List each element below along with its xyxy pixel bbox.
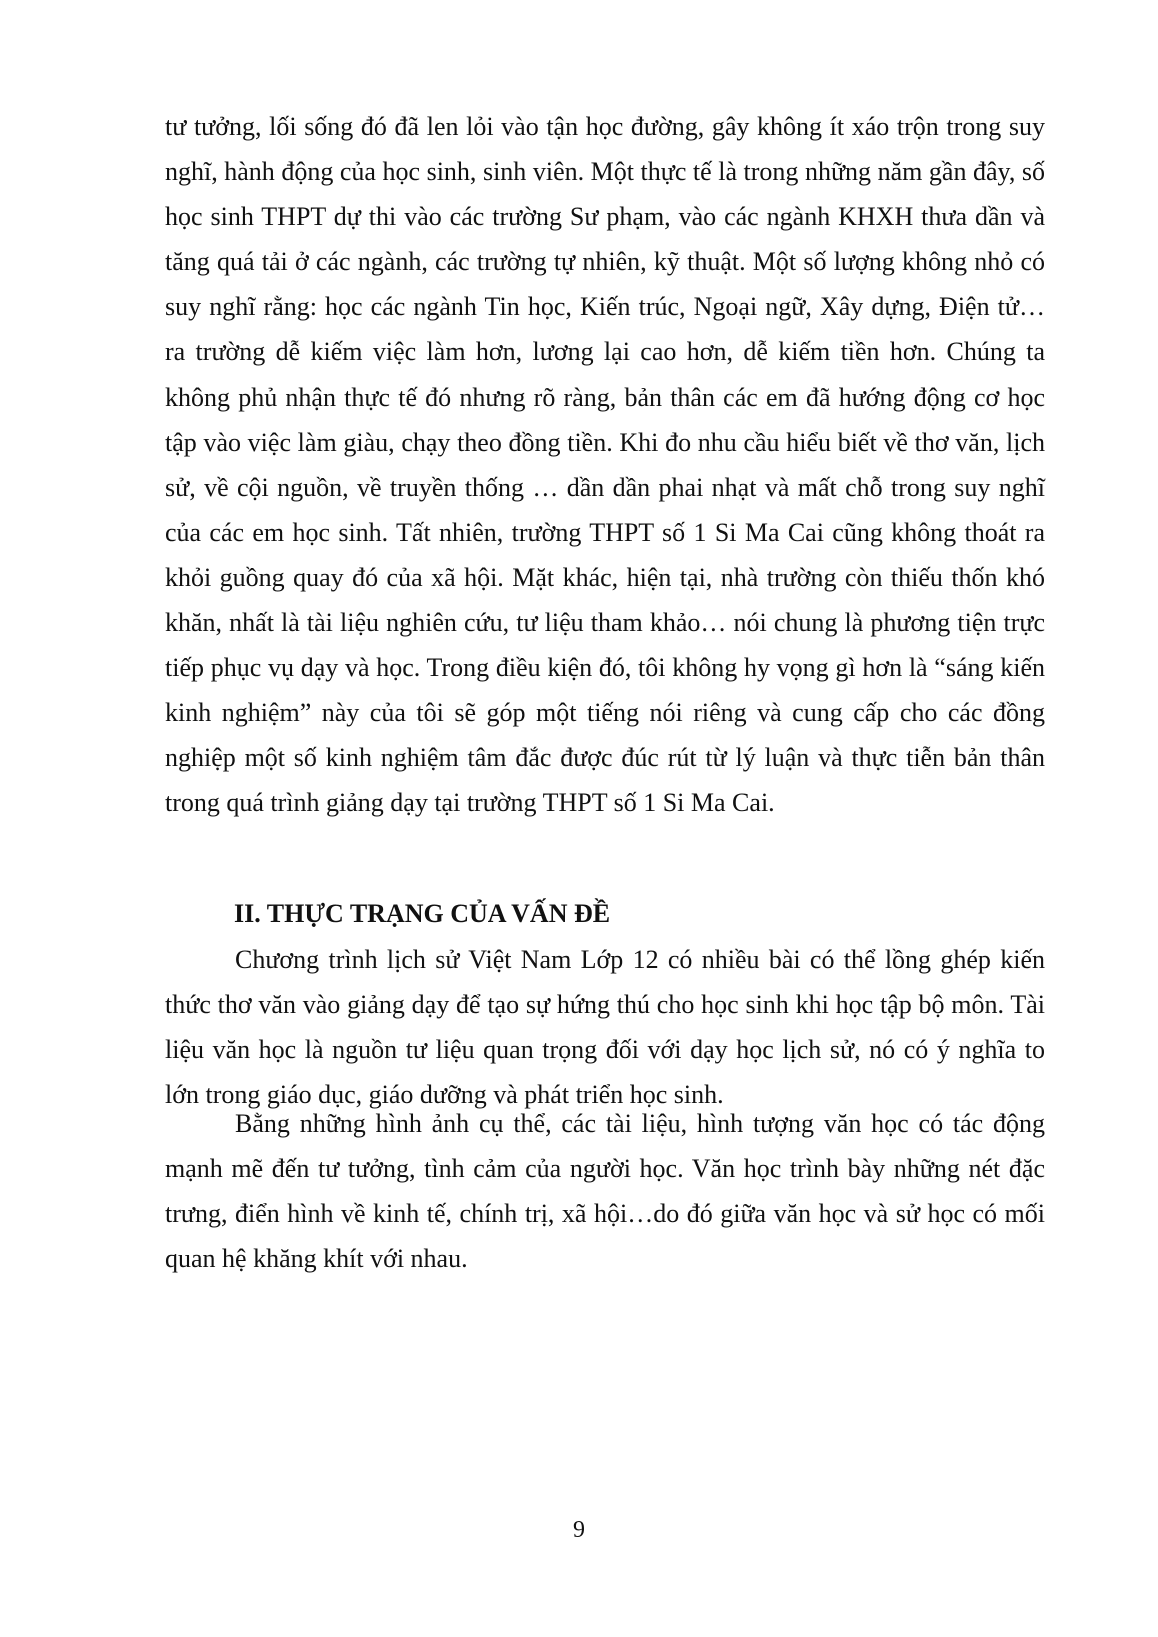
page-number: 9 (573, 1517, 585, 1543)
body-paragraph-3: Bằng những hình ảnh cụ thể, các tài liệu, hình tượng văn học có tác động mạnh mẽ đến tư tưởng, tình cảm của người học. Văn học trình bày những nét đặc trưng, điển hình về kinh tế, chính trị, xã hội…do đó giữa văn học và sử học có mối quan hệ khăng khít với nhau. (165, 1109, 1045, 1274)
body-paragraph-2: Chương trình lịch sử Việt Nam Lớp 12 có nhiều bài có thể lồng ghép kiến thức thơ văn vào giảng dạy để tạo sự hứng thú cho học sinh khi học tập bộ môn. Tài liệu văn học là nguồn tư liệu quan trọng đối với dạy học lịch sử, nó có ý nghĩa to lớn trong giáo dục, giáo dưỡng và phát triển học sinh. (165, 945, 1045, 1110)
section-heading: II. THỰC TRẠNG CỦA VẤN ĐỀ (234, 899, 611, 928)
body-paragraph-1: tư tưởng, lối sống đó đã len lỏi vào tận học đường, gây không ít xáo trộn trong suy nghĩ, hành động của học sinh, sinh viên. Một thực tế là trong những năm gần đây, số học sinh THPT dự thi vào các trường Sư phạm, vào các ngành KHXH thưa dần và tăng quá tải ở các ngành, các trường tự nhiên, kỹ thuật. Một số lượng không nhỏ có suy nghĩ rằng: học các ngành Tin học, Kiến trúc, Ngoại ngữ, Xây dựng, Điện tử… ra trường dễ kiếm việc làm hơn, lương lại cao hơn, dễ kiếm tiền hơn. Chúng ta không phủ nhận thực tế đó nhưng rõ ràng, bản thân các em đã hướng động cơ học tập vào việc làm giàu, chạy theo đồng tiền. Khi đo nhu cầu hiểu biết về thơ văn, lịch sử, về cội nguồn, về truyền thống … dần dần phai nhạt và mất chỗ trong suy nghĩ của các em học sinh. Tất nhiên, trường THPT số 1 Si Ma Cai cũng không thoát ra khỏi guồng quay đó của xã hội. Mặt khác, hiện tại, nhà trường còn thiếu thốn khó khăn, nhất là tài liệu nghiên cứu, tư liệu tham khảo… nói chung là phương tiện trực tiếp phục vụ dạy và học. Trong điều kiện đó, tôi không hy vọng gì hơn là “sáng kiến kinh nghiệm” này của tôi sẽ góp một tiếng nói riêng và cung cấp cho các đồng nghiệp một số kinh nghiệm tâm đắc được đúc rút từ lý luận và thực tiễn bản thân trong quá trình giảng dạy tại trường THPT số 1 Si Ma Cai. (165, 112, 1045, 818)
